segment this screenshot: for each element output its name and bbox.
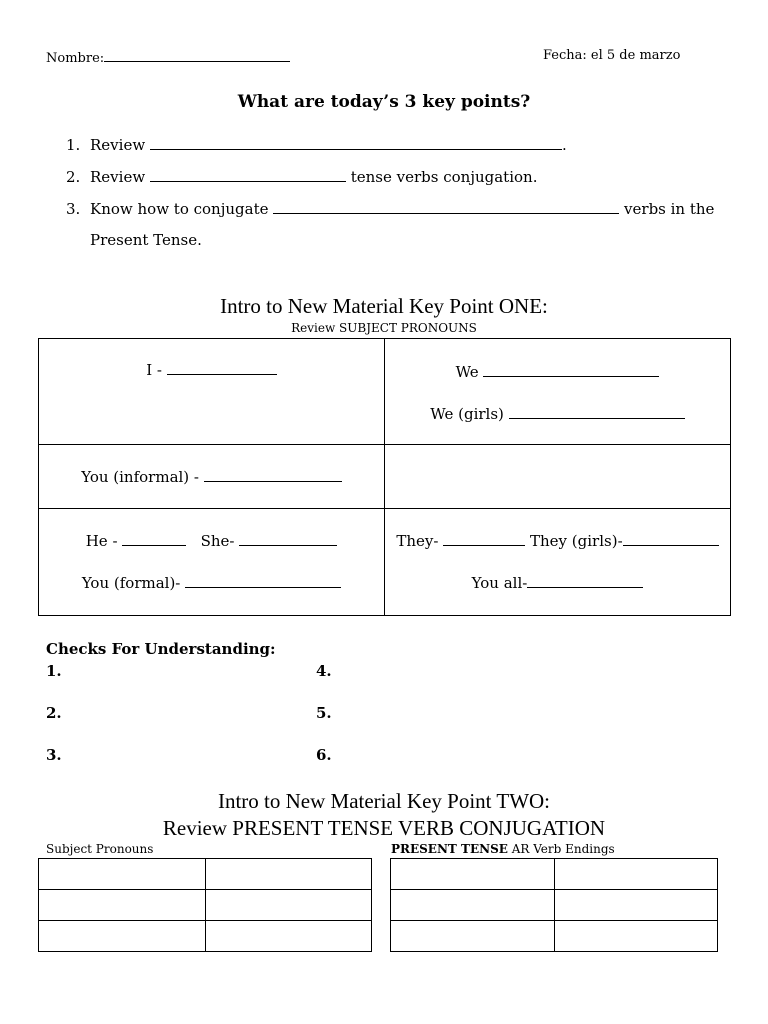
name-label: Nombre: bbox=[46, 51, 105, 66]
cell-i bbox=[39, 339, 385, 445]
key-point-number: 1. bbox=[66, 136, 81, 154]
grid-cell bbox=[391, 890, 555, 921]
cell-you-informal bbox=[39, 445, 385, 509]
grid-cell bbox=[205, 890, 372, 921]
cell-they bbox=[385, 509, 731, 616]
section-two-subtitle: Review PRESENT TENSE VERB CONJUGATION bbox=[162, 816, 606, 840]
you-all-row bbox=[385, 572, 730, 594]
they-row bbox=[385, 530, 730, 552]
pronoun-he-label: He - bbox=[85, 532, 118, 550]
pronoun-we-blank bbox=[483, 363, 659, 377]
key-point-suffix: verbs in the bbox=[624, 200, 715, 218]
key-point-text: Know how to conjugate bbox=[90, 200, 269, 218]
pronoun-we-label: We bbox=[455, 363, 479, 381]
check-item-2: 2. bbox=[46, 704, 62, 722]
date-label: Fecha: el 5 de marzo bbox=[543, 48, 681, 63]
ar-endings-label bbox=[391, 842, 615, 856]
pronoun-i-label: I - bbox=[146, 361, 162, 379]
check-item-4: 4. bbox=[316, 662, 332, 680]
pronoun-you-formal-label: You (formal)- bbox=[81, 574, 181, 592]
pronoun-they-blank bbox=[443, 532, 525, 546]
grid-cell bbox=[554, 921, 718, 952]
grid-cell bbox=[39, 890, 206, 921]
section-one-title: Intro to New Material Key Point ONE: bbox=[220, 294, 548, 318]
pronoun-they-girls-label: They (girls)- bbox=[530, 532, 623, 550]
key-point-blank bbox=[150, 168, 346, 182]
key-point-number: 3. bbox=[66, 200, 81, 218]
ar-endings-label-bold: PRESENT TENSE bbox=[391, 842, 508, 856]
pronoun-you-informal-blank bbox=[204, 468, 342, 482]
key-point-suffix: tense verbs conjugation. bbox=[350, 168, 538, 186]
pronoun-you-all-blank bbox=[527, 574, 643, 588]
grid-cell bbox=[205, 921, 372, 952]
cell-we bbox=[385, 339, 731, 445]
key-point-2 bbox=[66, 168, 537, 186]
grid-cell bbox=[391, 921, 555, 952]
pronoun-he-blank bbox=[122, 532, 186, 546]
check-item-3: 3. bbox=[46, 746, 62, 764]
subject-pronouns-table bbox=[38, 338, 731, 616]
key-point-3 bbox=[66, 200, 714, 218]
pronoun-they-girls-blank bbox=[623, 532, 719, 546]
key-point-text: Review bbox=[90, 136, 146, 154]
checks-title: Checks For Understanding: bbox=[46, 640, 276, 658]
key-point-text: Review bbox=[90, 168, 146, 186]
grid-cell bbox=[554, 859, 718, 890]
check-item-1: 1. bbox=[46, 662, 62, 680]
check-item-5: 5. bbox=[316, 704, 332, 722]
grid-cell bbox=[205, 859, 372, 890]
grid-cell bbox=[391, 859, 555, 890]
cell-he-she bbox=[39, 509, 385, 616]
key-points-title: What are today’s 3 key points? bbox=[237, 92, 531, 112]
grid-cell bbox=[554, 890, 718, 921]
section-two-title: Intro to New Material Key Point TWO: bbox=[217, 789, 551, 813]
key-point-blank bbox=[150, 136, 562, 150]
ar-endings-label-rest: AR Verb Endings bbox=[507, 842, 615, 856]
key-point-3-line2: Present Tense. bbox=[90, 231, 202, 249]
name-field bbox=[46, 48, 290, 66]
we-row bbox=[385, 361, 730, 383]
subject-pronouns-label: Subject Pronouns bbox=[46, 842, 154, 856]
pronoun-you-all-label: You all- bbox=[471, 574, 528, 592]
section-one-subtitle: Review SUBJECT PRONOUNS bbox=[291, 321, 477, 335]
key-point-suffix: . bbox=[561, 136, 567, 154]
cell-empty bbox=[385, 445, 731, 509]
check-item-6: 6. bbox=[316, 746, 332, 764]
subject-pronouns-grid bbox=[38, 858, 372, 952]
key-point-blank bbox=[273, 200, 619, 214]
pronoun-they-label: They- bbox=[396, 532, 439, 550]
pronoun-she-blank bbox=[239, 532, 337, 546]
key-point-1 bbox=[66, 136, 567, 154]
we-girls-row bbox=[385, 403, 730, 425]
name-blank bbox=[104, 48, 290, 62]
you-formal-row bbox=[39, 572, 384, 594]
pronoun-we-girls-blank bbox=[509, 405, 685, 419]
grid-cell bbox=[39, 921, 206, 952]
pronoun-i-blank bbox=[167, 361, 277, 375]
pronoun-we-girls-label: We (girls) bbox=[430, 405, 504, 423]
key-point-number: 2. bbox=[66, 168, 81, 186]
ar-endings-grid bbox=[390, 858, 718, 952]
pronoun-she-label: She- bbox=[200, 532, 235, 550]
pronoun-you-formal-blank bbox=[185, 574, 341, 588]
pronoun-you-informal-label: You (informal) - bbox=[81, 467, 199, 486]
he-she-row bbox=[39, 530, 384, 552]
grid-cell bbox=[39, 859, 206, 890]
